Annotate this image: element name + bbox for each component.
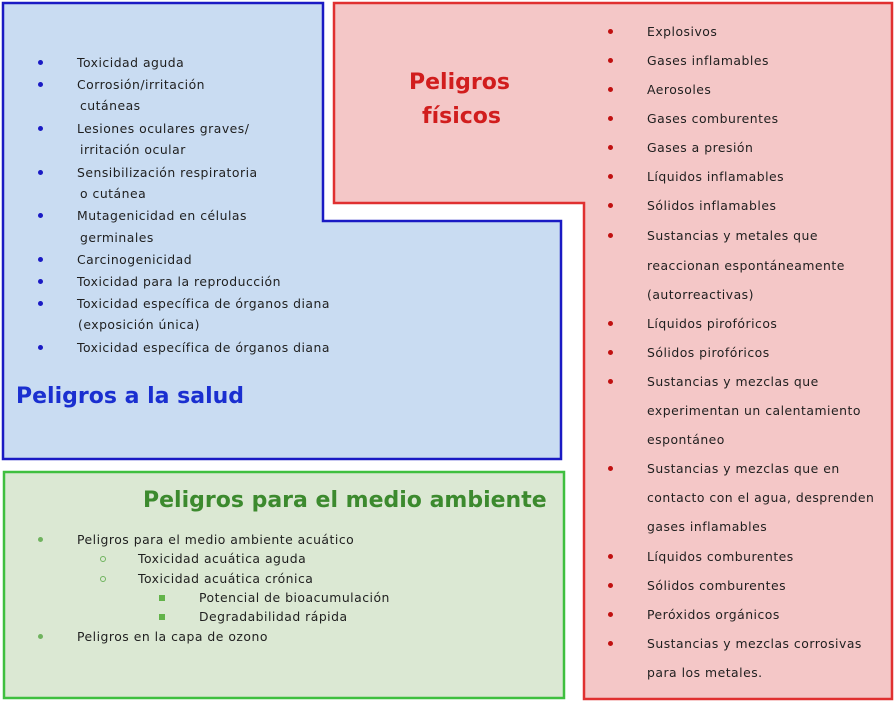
health-bullet	[38, 301, 43, 306]
list-item-continuation: espontáneo	[647, 432, 725, 447]
list-item-continuation: cutáneas	[80, 98, 141, 113]
env-bullet	[38, 634, 43, 639]
physical-bullet	[608, 350, 613, 355]
list-item: Sustancias y mezclas corrosivas	[647, 636, 862, 651]
list-item: Mutagenicidad en células	[77, 208, 247, 223]
list-item-continuation: germinales	[80, 230, 154, 245]
list-item: Toxicidad acuática crónica	[138, 571, 314, 586]
health-bullet	[38, 213, 43, 218]
physical-bullet	[608, 116, 613, 121]
list-item: Gases a presión	[647, 140, 754, 155]
physical-bullet	[608, 583, 613, 588]
health-bullet	[38, 60, 43, 65]
environment-hazards-title: Peligros para el medio ambiente	[143, 488, 547, 513]
list-item: Líquidos inflamables	[647, 169, 785, 184]
physical-bullet	[608, 29, 613, 34]
list-item-continuation: (autorreactivas)	[647, 287, 754, 302]
list-item: Corrosión/irritación	[77, 77, 206, 92]
list-item: Toxicidad acuática aguda	[138, 551, 307, 566]
physical-bullet	[608, 174, 613, 179]
physical-bullet	[608, 466, 613, 471]
list-item: Toxicidad para la reproducción	[77, 274, 281, 289]
physical-bullet	[608, 321, 613, 326]
list-item-continuation: irritación ocular	[80, 142, 186, 157]
list-item: Sensibilización respiratoria	[77, 165, 258, 180]
health-bullet	[38, 279, 43, 284]
env-sub-bullet	[100, 556, 106, 562]
env-sub-bullet	[100, 576, 106, 582]
physical-hazards-title-line2: físicos	[422, 104, 501, 129]
list-item-continuation: o cutánea	[80, 186, 147, 201]
health-bullet	[38, 170, 43, 175]
list-item: Explosivos	[647, 24, 718, 39]
list-item-continuation: experimentan un calentamiento	[647, 403, 861, 418]
list-item: Sólidos comburentes	[647, 578, 787, 593]
list-item: Peligros para el medio ambiente acuático	[77, 532, 355, 547]
health-bullet	[38, 82, 43, 87]
env-subsub-bullet	[159, 595, 165, 601]
list-item: Sólidos pirofóricos	[647, 345, 770, 360]
list-item-continuation: para los metales.	[647, 665, 763, 680]
list-item: Sustancias y metales que	[647, 228, 818, 243]
physical-bullet	[608, 233, 613, 238]
list-item-continuation: (exposición única)	[78, 317, 200, 332]
list-item: Toxicidad específica de órganos diana	[77, 296, 330, 311]
list-item: Lesiones oculares graves/	[77, 121, 250, 136]
physical-hazards-title-line1: Peligros	[409, 70, 510, 95]
list-item: Sólidos inflamables	[647, 198, 777, 213]
list-item: Carcinogenicidad	[77, 252, 193, 267]
health-hazards-title: Peligros a la salud	[16, 384, 245, 409]
list-item: Degradabilidad rápida	[199, 609, 348, 624]
physical-bullet	[608, 87, 613, 92]
env-subsub-bullet	[159, 614, 165, 620]
physical-bullet	[608, 379, 613, 384]
list-item: Toxicidad aguda	[77, 55, 185, 70]
list-item: Aerosoles	[647, 82, 712, 97]
physical-bullet	[608, 554, 613, 559]
list-item: Gases inflamables	[647, 53, 769, 68]
physical-bullet	[608, 58, 613, 63]
list-item: Sustancias y mezclas que	[647, 374, 819, 389]
physical-bullet	[608, 203, 613, 208]
health-bullet	[38, 345, 43, 350]
list-item-continuation: reaccionan espontáneamente	[647, 258, 845, 273]
health-bullet	[38, 257, 43, 262]
physical-bullet	[608, 145, 613, 150]
physical-bullet	[608, 612, 613, 617]
list-item: Peligros en la capa de ozono	[77, 629, 268, 644]
list-item: Líquidos pirofóricos	[647, 316, 778, 331]
physical-bullet	[608, 641, 613, 646]
env-bullet	[38, 537, 43, 542]
list-item: Sustancias y mezclas que en	[647, 461, 840, 476]
list-item: Líquidos comburentes	[647, 549, 794, 564]
list-item: Gases comburentes	[647, 111, 779, 126]
list-item-continuation: contacto con el agua, desprenden	[647, 490, 875, 505]
list-item-continuation: gases inflamables	[647, 519, 768, 534]
health-bullet	[38, 126, 43, 131]
list-item: Peróxidos orgánicos	[647, 607, 780, 622]
list-item: Potencial de bioacumulación	[199, 590, 390, 605]
list-item: Toxicidad específica de órganos diana	[77, 340, 330, 355]
